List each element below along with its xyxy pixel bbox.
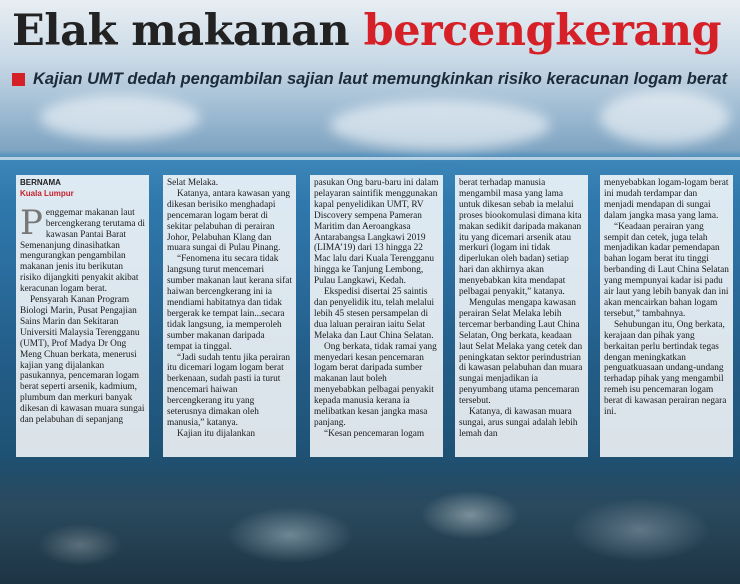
water-surface-line bbox=[0, 157, 740, 160]
cloud-decoration bbox=[600, 90, 730, 145]
article-column-5 bbox=[600, 175, 733, 457]
paragraph: Pensyarah Kanan Program Biologi Marin, Pusat Pengajian Sains Marin dan Sekitaran Universiti Malaysia Terengganu (UMT), Prof Madya Dr Ong Meng Chuan berkata, menerusi kajian yang dijalankan pasukannya, pencemaran logam berat seperti arsenik, kadmium, plumbum dan merkuri banyak dikesan di kawasan muara sungai dan pelabuhan di sepanjang bbox=[20, 295, 145, 426]
paragraph: Selat Melaka. bbox=[167, 178, 219, 188]
paragraph: “Fenomena itu secara tidak langsung turut mencemari sumber makanan laut kerana sifat haiwan bercengkerang ini ia mendiami habitatnya dan tidak bergerak ke tempat lain...secara tidak langsung, ia memperoleh sumber makanan daripada tempat ia tinggal. bbox=[167, 254, 292, 352]
article-column-4 bbox=[455, 175, 588, 457]
subheadline bbox=[12, 70, 727, 89]
headline-part2: bercengkerang bbox=[363, 6, 722, 56]
byline-agency: BERNAMA bbox=[20, 178, 61, 187]
article-column-2 bbox=[163, 175, 296, 457]
headline bbox=[12, 6, 721, 56]
article-column-3 bbox=[310, 175, 443, 457]
paragraph: Ekspedisi disertai 25 saintis dan penyelidik itu, telah melalui lebih 45 stesen persampelan di dua laluan perairan iaitu Selat Melaka dan Laut China Selatan. bbox=[314, 287, 435, 341]
paragraph: Sehubungan itu, Ong berkata, kerajaan dan pihak yang berkaitan perlu bertindak tegas dengan meningkatkan penguatkuasaan undang-undang terhadap pihak yang mengambil remeh isu pencemaran logam berat di kawasan perairan negara ini. bbox=[604, 319, 727, 418]
headline-part1: Elak makanan bbox=[12, 6, 350, 56]
paragraph: “Keadaan perairan yang sempit dan cetek, juga telah menjadikan kadar pemendapan bahan logam berat itu tinggi berbanding di Laut China Selatan yang mempunyai kadar isi padu air laut yang lebih banyak dan ini akan mencairkan bahan logam tersebut,” tambahnya. bbox=[604, 221, 729, 319]
cloud-decoration bbox=[40, 95, 200, 140]
paragraph: menyebabkan logam-logam berat ini mudah terdampar dan menjadi mendapan di sungai dalam jangka masa yang lama. bbox=[604, 178, 729, 221]
cloud-decoration bbox=[330, 100, 550, 150]
paragraph: “Kesan pencemaran logam bbox=[324, 428, 425, 439]
coral-reef-image bbox=[0, 455, 740, 584]
subheadline-text: Kajian UMT dedah pengambilan sajian laut memungkinkan risiko keracunan logam berat bbox=[33, 70, 728, 88]
article-column-1 bbox=[16, 175, 149, 457]
dropcap: P bbox=[20, 202, 43, 243]
red-square-bullet-icon bbox=[12, 73, 25, 86]
paragraph: enggemar makanan laut bercengkerang terutama di kawasan Pantai Barat Semenanjung dinasihatkan mengurangkan pengambilan makanan jenis itu berikutan risiko dijangkiti penyakit akibat keracunan logam berat. bbox=[20, 207, 146, 295]
paragraph: Ong berkata, tidak ramai yang menyedari kesan pencemaran logam berat daripada sumber makanan laut boleh menyebabkan pelbagai penyakit kepada manusia kerana ia melibatkan kesan jangka masa panjang. bbox=[314, 341, 437, 428]
paragraph: Katanya, di kawasan muara sungai, arus sungai adalah lebih lemah dan bbox=[459, 407, 578, 439]
paragraph: pasukan Ong baru-baru ini dalam pelayaran saintifik menggunakan kapal penyelidikan UMT, RV Discovery sempena Pameran Maritim dan Aeroangkasa Antarabangsa Langkawi 2019 (LIMA’19) dari 13 hingga 22 Mac lalu dari Kuala Terengganu hingga ke Tanjung Lembong, Pulau Langkawi, Kedah. bbox=[314, 178, 439, 287]
paragraph: Mengulas mengapa kawasan perairan Selat Melaka lebih tercemar berbanding Laut China Selatan, Ong berkata, keadaan laut Selat Melaka yang cetek dan peningkatan sektor perindustrian di kawasan pelabuhan dan muara sungai menjadikan ia penyumbang utama pencemaran tersebut. bbox=[459, 297, 583, 407]
paragraph: “Jadi sudah tentu jika perairan itu dicemari logam logam berat berkenaan, sudah pasti ia turut mencemari haiwan bercengkerang itu yang seterusnya dimakan oleh manusia,” katanya. bbox=[167, 352, 291, 428]
byline-location: Kuala Lumpur bbox=[20, 188, 74, 198]
paragraph: Kajian itu dijalankan bbox=[177, 428, 255, 439]
paragraph: Katanya, antara kawasan yang dikesan berisiko menghadapi pencemaran logam berat di sekitar pelabuhan di perairan Johor, Pelabuhan Klang dan muara sungai di Pulau Pinang. bbox=[167, 188, 291, 254]
paragraph: berat terhadap manusia mengambil masa yang lama untuk dikesan sebab ia melalui proses biookomulasi dimana kita makan sedikit daripada makanan itu yang dicemari arsenik atau merkuri (logam ini tidak diperlukan oleh badan) setiap hari dan akhirnya akan menyebabkan kita mendapat pelbagai penyakit,” katanya. bbox=[459, 178, 582, 298]
